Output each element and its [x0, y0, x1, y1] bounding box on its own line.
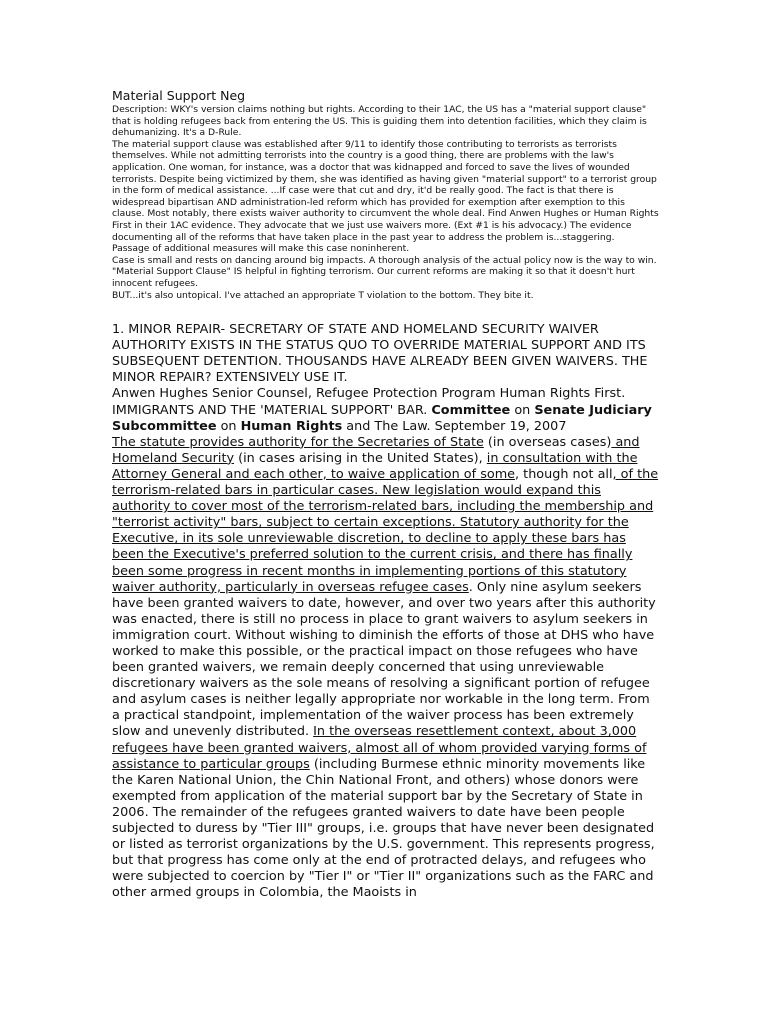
card-underlined-text: and Homeland Security: [112, 434, 640, 466]
intro-inherency: Passage of additional measures will make this case noninherent.: [112, 243, 410, 255]
intro-topicality: BUT...it's also untopical. I've attached an appropriate T violation to the bottom. They bite it.: [112, 289, 534, 301]
citation-date: and The Law. September 19, 2007: [342, 418, 567, 434]
citation-text: Anwen Hughes Senior Counsel, Refugee Protection Program Human Rights First. IMMIGRANTS AND THE 'MATERIAL SUPPORT' BAR.: [112, 386, 626, 418]
intro-description: Description: WKY's version claims nothing but rights. According to their 1AC, the US has a "material support clause" that is holding refugees back from entering the US. This is guiding them into detention facilities, which they claim is dehumanizing. It's a D-Rule.: [112, 104, 647, 139]
document-page: [112, 88, 660, 901]
card-underlined-text: in consultation with the Attorney General and each other, to waive application of some: [112, 450, 638, 482]
intro-background: The material support clause was established after 9/11 to identify those contributing to terrorists as terrorists themselves. While not admitting terrorists into the country is a good thing, there are problems with the law's application. One woman, for instance, was a doctor that was kidnapped and forced to save the lives of wounded terrorists. Despite being victimized by them, she was identified as having given "material support" to a terrorist group in the form of medical assistance. ...If case were that cut and dry, it'd be really good. The fact is that there is widespread bipartisan AND administration-led reform which has provided for exemption after exemption to this clause. Most notably, there exists waiver authority to circumvent the whole deal. Find Anwen Hughes or Human Rights First in their 1AC evidence. They advocate that we just use waivers more. (Ext #1 is his advocacy.) The evidence documenting all of the reforms that have taken place in the past year to address the problem is...staggering.: [112, 138, 659, 243]
card-tag: 1. MINOR REPAIR- SECRETARY OF STATE AND HOMELAND SECURITY WAIVER AUTHORITY EXISTS IN THE STATUS QUO TO OVERRIDE MATERIAL SUPPORT AND ITS SUBSEQUENT DETENTION. THOUSANDS HAVE ALREADY BEEN GIVEN WAIVERS. THE MINOR REPAIR? EXTENSIVELY USE IT.: [112, 322, 648, 386]
card-body: [112, 435, 660, 902]
card-underlined-text: In the overseas resettlement context, about 3,000 refugees have been granted waivers, almost all of whom provided varying forms of assistance to particular groups: [112, 724, 647, 772]
citation-committee: Committee: [431, 402, 511, 418]
card-text: (in cases arising in the United States),: [234, 450, 487, 466]
citation-human-rights: Human Rights: [240, 418, 343, 434]
section-spacer: [112, 301, 660, 322]
card-text: . Only nine asylum seekers have been granted waivers to date, however, and over two years after this authority was enacted, there is still no process in place to grant waivers to asylum seekers in immigration court. Without wishing to diminish the efforts of those at DHS who have worked to make this possible, or the practical impact on those refugees who have been granted waivers, we remain deeply concerned that using unreviewable discretionary waivers as the sole means of resolving a significant portion of refugee and asylum cases is neither legally appropriate nor workable in the long term. From a practical standpoint, implementation of the waiver process has been extremely slow and unevenly distributed.: [112, 579, 656, 740]
document-title: Material Support Neg: [112, 88, 246, 103]
card-underlined-text: , of the terrorism-related bars in particular cases. New legislation would expand this authority to cover most of the terrorism-related bars, including the membership and "terrorist activity" bars, subject to certain exceptions. Statutory authority for the Executive, in its sole unreviewable discretion, to decline to apply these bars has been the Executive's preferred solution to the current crisis, and there has finally been some progress in recent months in implementing portions of this statutory waiver authority, particularly in overseas refugee cases: [112, 466, 659, 595]
card-text: , though not all: [515, 466, 613, 482]
card-citation: [112, 386, 660, 434]
intro-section: [112, 104, 660, 301]
card-text: (in overseas cases): [483, 434, 612, 450]
citation-text: on: [216, 418, 241, 434]
card-text: (including Burmese ethnic minority movements like the Karen National Union, the Chin National Front, and others) whose donors were exempted from application of the material support bar by the Secretary of State in 2006. The remainder of the refugees granted waivers to date have been people subjected to duress by "Tier III" groups, i.e. groups that have never been designated or listed as terrorist organizations by the U.S. government. This represents progress, but that progress has come only at the end of protracted delays, and refugees who were subjected to coercion by "Tier I" or "Tier II" organizations such as the FARC and other armed groups in Colombia, the Maoists in: [112, 756, 655, 901]
citation-subcommittee: Senate Judiciary Subcommittee: [112, 402, 652, 434]
citation-text: on: [510, 402, 535, 418]
card-underlined-text: The statute provides authority for the Secretaries of State: [112, 434, 484, 450]
intro-strategy: Case is small and rests on dancing around big impacts. A thorough analysis of the actual policy now is the way to win. "Material Support Clause" IS helpful in fighting terrorism. Our current reforms are making it so that it doesn't hurt innocent refugees.: [112, 254, 657, 289]
evidence-card: [112, 322, 660, 901]
